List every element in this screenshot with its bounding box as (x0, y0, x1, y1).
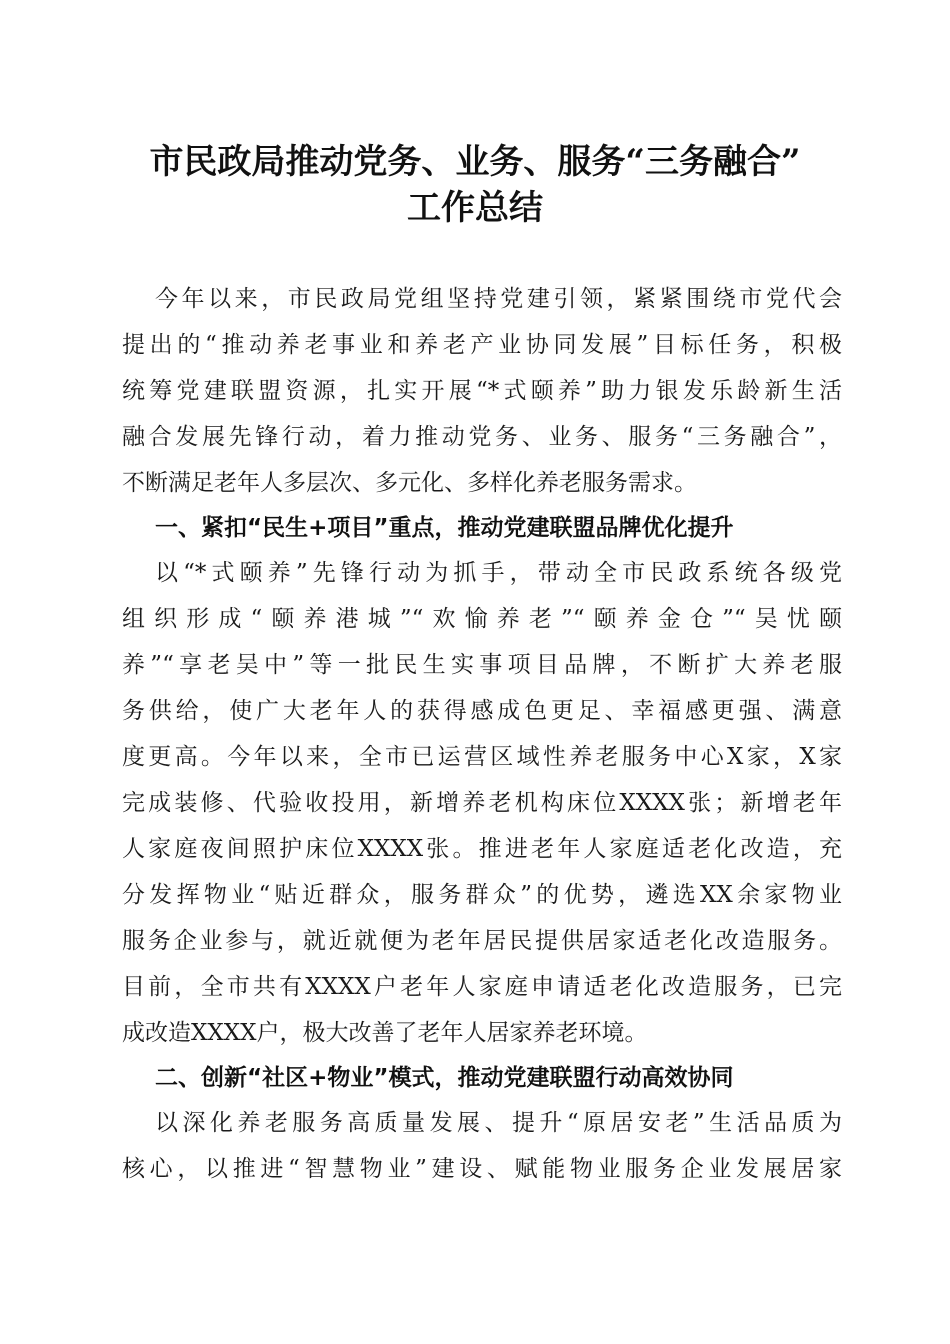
paragraph-line: 组织形成“颐养港城”“欢愉养老”“颐养金仓”“吴忧颐 (122, 606, 842, 632)
paragraph-line: 目前，全市共有XXXX户老年人家庭申请适老化改造服务，已完 (122, 974, 842, 1000)
paragraph-line: 务供给，使广大老年人的获得感成色更足、幸福感更强、满意 (122, 698, 842, 724)
paragraph-line: 不断满足老年人多层次、多元化、多样化养老服务需求。 (122, 470, 697, 496)
paragraph-line: 核心，以推进“智慧物业”建设、赋能物业服务企业发展居家 (122, 1156, 842, 1182)
paragraph-line: 以深化养老服务高质量发展、提升“原居安老”生活品质为 (155, 1110, 842, 1136)
paragraph-line: 提出的“推动养老事业和养老产业协同发展”目标任务，积极 (122, 332, 842, 358)
paragraph-line: 养”“享老吴中”等一批民生实事项目品牌，不断扩大养老服 (122, 652, 842, 678)
section-heading-1: 一、紧扣“民生+项目”重点，推动党建联盟品牌优化提升 (155, 515, 734, 541)
paragraph-line: 成改造XXXX户，极大改善了老年人居家养老环境。 (122, 1020, 648, 1046)
paragraph-line: 统筹党建联盟资源，扎实开展“*式颐养”助力银发乐龄新生活 (122, 378, 842, 404)
document-title-line-2: 工作总结 (407, 188, 543, 228)
paragraph-line: 分发挥物业“贴近群众，服务群众”的优势，遴选XX余家物业 (122, 882, 842, 908)
document-title-line-1: 市民政局推动党务、业务、服务“三务融合” (149, 142, 801, 182)
paragraph-line: 度更高。今年以来，全市已运营区域性养老服务中心X家，X家 (122, 744, 842, 770)
paragraph-line: 人家庭夜间照护床位XXXX张。推进老年人家庭适老化改造，充 (122, 836, 842, 862)
paragraph-line: 今年以来，市民政局党组坚持党建引领，紧紧围绕市党代会 (155, 286, 842, 312)
paragraph-line: 以“*式颐养”先锋行动为抓手，带动全市民政系统各级党 (155, 560, 842, 586)
paragraph-line: 完成装修、代验收投用，新增养老机构床位XXXX张；新增老年 (122, 790, 842, 816)
paragraph-line: 融合发展先锋行动，着力推动党务、业务、服务“三务融合”， (122, 424, 842, 450)
paragraph-line: 服务企业参与，就近就便为老年居民提供居家适老化改造服务。 (122, 928, 842, 954)
section-heading-2: 二、创新“社区+物业”模式，推动党建联盟行动高效协同 (155, 1065, 734, 1091)
